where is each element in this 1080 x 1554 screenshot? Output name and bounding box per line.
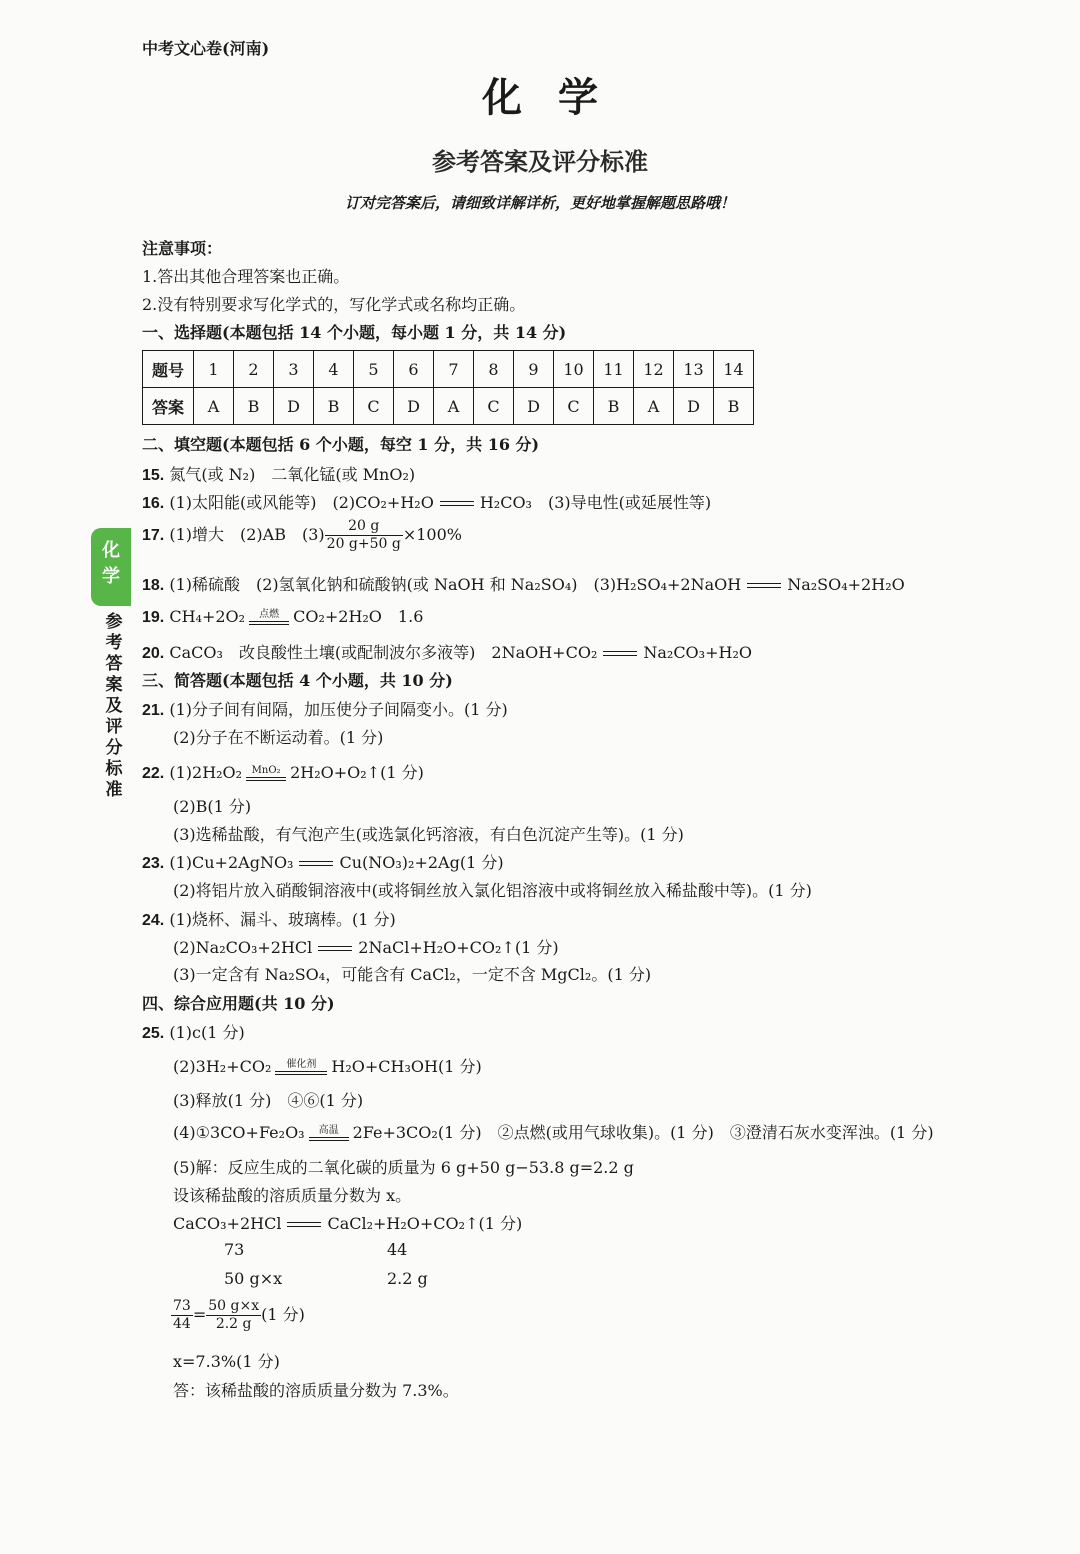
table-cell: D (514, 388, 554, 425)
q25-answer: 答：该稀盐酸的溶质质量分数为 7.3%。 (173, 1381, 459, 1400)
q22-number: 22. (142, 765, 165, 782)
q25-line6: 设该稀盐酸的溶质质量分数为 x。 (173, 1186, 412, 1205)
q25-4-part-b: 2Fe+3CO₂(1 分) ②点燃(或用气球收集)。(1 分) ③澄清石灰水变浑浊。(1 分) (352, 1123, 934, 1142)
table-cell: 10 (554, 351, 594, 388)
table-cell: 9 (514, 351, 554, 388)
table-cell: 2 (234, 351, 274, 388)
answer-table (142, 350, 754, 425)
mass-co2: 2.2 g (387, 1269, 428, 1288)
q23-line1 (142, 850, 504, 873)
reaction-arrow (246, 766, 286, 781)
section1-heading: 一、选择题(本题包括 14 个小题，每小题 1 分，共 14 分) (142, 323, 567, 342)
q25-2-part-b: H₂O+CH₃OH(1 分) (331, 1057, 482, 1076)
reaction-condition: 点燃 (259, 609, 280, 620)
q25-line5: (5)解：反应生成的二氧化碳的质量为 6 g+50 g−53.8 g=2.2 g (173, 1158, 634, 1177)
document-header: 中考文心卷(河南) (142, 39, 270, 58)
equals-bar (249, 621, 289, 625)
q23-line2: (2)将铝片放入硝酸铜溶液中(或将铜丝放入氯化铝溶液中或将铜丝放入稀盐酸中等)。(1 分) (173, 881, 812, 900)
page-subtitle: 参考答案及评分标准 (432, 147, 648, 176)
fraction-numerator: 73 (173, 1298, 191, 1314)
q25-result: x=7.3%(1 分) (173, 1352, 280, 1371)
q21-line2: (2)分子在不断运动着。(1 分) (173, 728, 384, 747)
fraction-denominator: 20 g+50 g (326, 535, 401, 552)
mass-ratio-73: 73 (224, 1240, 245, 1259)
q20-part-a: CaCO₃ 改良酸性土壤(或配制波尔多液等) 2NaOH+CO₂ (169, 643, 598, 662)
table-cell: 14 (714, 351, 754, 388)
mass-ratio-44: 44 (387, 1240, 408, 1259)
q25-line7 (173, 1211, 522, 1234)
q15-number: 15. (142, 467, 165, 484)
q25-7-part-b: CaCl₂+H₂O+CO₂↑(1 分) (327, 1214, 523, 1233)
q25-line1 (142, 1020, 245, 1043)
fraction-numerator: 50 g×x (208, 1298, 260, 1314)
table-cell: 1 (194, 351, 234, 388)
q25-proportion: $\frac{73}{44}$ = $\frac{50 g\times x}{2.2 g}$ (1 分) (173, 1298, 305, 1332)
fraction-denominator: 2.2 g (215, 1315, 252, 1332)
table-row-numbers (143, 351, 754, 388)
table-cell: B (714, 388, 754, 425)
q20-number: 20. (142, 645, 165, 662)
q24-number: 24. (142, 912, 165, 929)
reaction-arrow (309, 1126, 349, 1141)
table-cell: 4 (314, 351, 354, 388)
section3-heading: 三、简答题(本题包括 4 个小题，共 10 分) (142, 671, 453, 690)
table-cell: D (674, 388, 714, 425)
section4-heading: 四、综合应用题(共 10 分) (142, 994, 335, 1013)
fraction-right (206, 1298, 261, 1333)
q15 (142, 462, 415, 485)
q25-line2 (173, 1054, 482, 1077)
equals-bar (275, 1071, 327, 1075)
reaction-condition: 催化剂 (286, 1059, 317, 1070)
q16-part-b: H₂CO₃ (3)导电性(或延展性等) (479, 493, 712, 512)
q16-number: 16. (142, 495, 165, 512)
table-header-cell: 答案 (143, 388, 194, 425)
table-cell: A (194, 388, 234, 425)
q17-part-b: ×100% (402, 524, 462, 544)
table-cell: 3 (274, 351, 314, 388)
q25-7-part-a: CaCO₃+2HCl (173, 1214, 282, 1233)
q15-text: 氮气(或 N₂) 二氧化锰(或 MnO₂) (169, 465, 416, 484)
q19-part-a: CH₄+2O₂ (169, 607, 246, 626)
table-cell: A (434, 388, 474, 425)
q22-line3: (3)选稀盐酸，有气泡产生(或选氯化钙溶液，有白色沉淀产生等)。(1 分) (173, 825, 684, 844)
q21-number: 21. (142, 702, 165, 719)
q18-part-a: (1)稀硫酸 (2)氢氧化钠和硫酸钠(或 NaOH 和 Na₂SO₄) (3)H₂SO₄+2NaOH (169, 575, 742, 594)
reaction-arrow (249, 610, 289, 625)
equals-bar (309, 1137, 349, 1141)
reaction-arrow (275, 1060, 327, 1075)
q25-4-part-a: (4)①3CO+Fe₂O₃ (173, 1123, 305, 1142)
q20 (142, 640, 752, 663)
table-cell: C (354, 388, 394, 425)
q20-part-b: Na₂CO₃+H₂O (643, 643, 752, 662)
page-title: 化学 (482, 74, 634, 121)
table-cell: A (634, 388, 674, 425)
reaction-condition: MnO₂ (251, 765, 281, 776)
q22-part-a: (1)2H₂O₂ (169, 763, 243, 782)
q24-line2 (173, 935, 559, 958)
note-2: 2.没有特别要求写化学式的，写化学式或名称均正确。 (142, 295, 526, 314)
table-cell: D (394, 388, 434, 425)
q24-line3: (3)一定含有 Na₂SO₄，可能含有 CaCl₂，一定不含 MgCl₂。(1 分) (173, 965, 652, 984)
table-row-answers (143, 388, 754, 425)
q22-line2: (2)B(1 分) (173, 797, 252, 816)
equals-sign (603, 651, 637, 656)
table-cell: B (234, 388, 274, 425)
equals-sign (747, 583, 781, 588)
q18 (142, 572, 905, 595)
q25-line3: (3)释放(1 分) ④⑥(1 分) (173, 1091, 364, 1110)
tagline: 订对完答案后，请细致详解详析，更好地掌握解题思路哦！ (344, 194, 735, 212)
q19-part-b: CO₂+2H₂O 1.6 (293, 607, 424, 626)
table-cell: 6 (394, 351, 434, 388)
q24-part-b: 2NaCl+H₂O+CO₂↑(1 分) (358, 938, 559, 957)
table-cell: B (314, 388, 354, 425)
fraction-denominator: 44 (173, 1315, 191, 1332)
section2-heading: 二、填空题(本题包括 6 个小题，每空 1 分，共 16 分) (142, 435, 540, 454)
table-header-cell: 题号 (143, 351, 194, 388)
fraction-numerator: 20 g (325, 518, 403, 536)
equals-sign (299, 861, 333, 866)
mass-unknown: 50 g×x (224, 1269, 283, 1288)
q17-part-a: (1)增大 (2)AB (3) (169, 524, 325, 544)
q18-number: 18. (142, 577, 165, 594)
equals-bar (246, 777, 286, 781)
table-cell: 13 (674, 351, 714, 388)
q23-part-a: (1)Cu+2AgNO₃ (169, 853, 294, 872)
q23-part-b: Cu(NO₃)₂+2Ag(1 分) (339, 853, 504, 872)
table-cell: 5 (354, 351, 394, 388)
notes-heading: 注意事项： (142, 239, 223, 258)
side-vertical-label: 参考答案及评分标准 (105, 612, 123, 800)
q19-number: 19. (142, 609, 165, 626)
fraction-left (171, 1298, 193, 1333)
table-cell: 11 (594, 351, 634, 388)
q23-number: 23. (142, 855, 165, 872)
q22-part-b: 2H₂O+O₂↑(1 分) (290, 763, 424, 782)
q19 (142, 604, 423, 627)
q17-number: 17. (142, 526, 165, 544)
q21-text-1: (1)分子间有间隔，加压使分子间隔变小。(1 分) (169, 700, 508, 719)
side-tab-label: 化学 (102, 540, 120, 587)
q24-part-a: (2)Na₂CO₃+2HCl (173, 938, 313, 957)
q24-text-1: (1)烧杯、漏斗、玻璃棒。(1 分) (169, 910, 396, 929)
q25-number: 25. (142, 1025, 165, 1042)
q25-text-1: (1)c(1 分) (169, 1023, 245, 1042)
table-cell: C (554, 388, 594, 425)
q25-line4 (173, 1120, 934, 1143)
q24-line1 (142, 907, 396, 930)
q22-line1 (142, 760, 424, 783)
q25-2-part-a: (2)3H₂+CO₂ (173, 1057, 272, 1076)
equals-sign (440, 501, 474, 506)
side-tab (91, 528, 131, 606)
q18-part-b: Na₂SO₄+2H₂O (787, 575, 905, 594)
table-cell: B (594, 388, 634, 425)
q21-line1 (142, 697, 508, 720)
reaction-condition: 高温 (318, 1125, 339, 1136)
q17 (142, 518, 462, 553)
table-cell: 7 (434, 351, 474, 388)
equals-sign (318, 946, 352, 951)
table-cell: 8 (474, 351, 514, 388)
equals-sign (287, 1222, 321, 1227)
table-cell: D (274, 388, 314, 425)
q16 (142, 490, 711, 513)
table-cell: 12 (634, 351, 674, 388)
q17-fraction (325, 518, 403, 553)
note-1: 1.答出其他合理答案也正确。 (142, 267, 350, 286)
q16-part-a: (1)太阳能(或风能等) (2)CO₂+H₂O (169, 493, 434, 512)
table-cell: C (474, 388, 514, 425)
q25-proportion-score: (1 分) (261, 1304, 305, 1324)
